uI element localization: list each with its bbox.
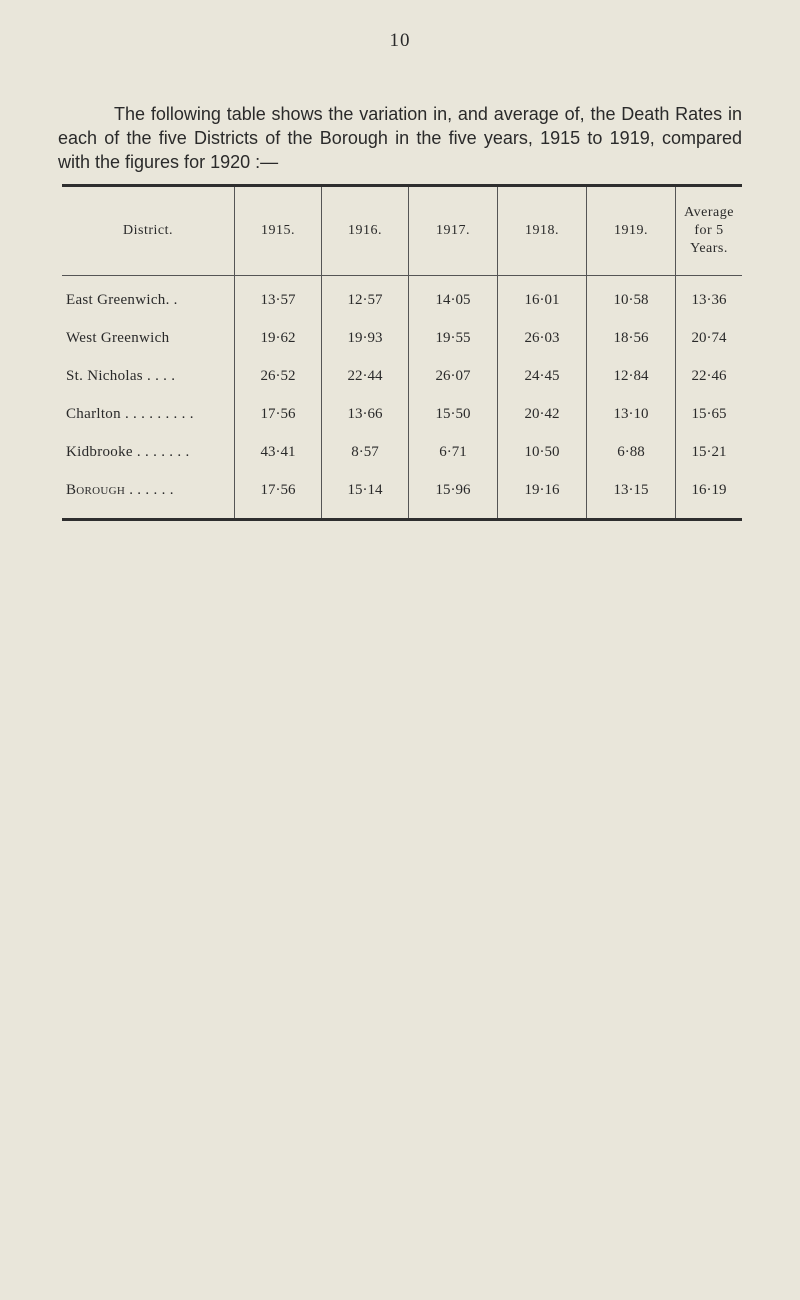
rate-1917: 15·50 <box>409 395 498 433</box>
table-row <box>62 395 742 433</box>
table-header-row <box>62 187 742 276</box>
table-bottom-rule <box>62 518 742 521</box>
header-1915: 1915. <box>235 187 322 276</box>
table-row <box>62 357 742 395</box>
rate-1918: 16·01 <box>498 276 587 320</box>
rate-1916: 8·57 <box>322 433 409 471</box>
death-rates-table <box>62 187 742 518</box>
rate-1918: 24·45 <box>498 357 587 395</box>
district-name: St. Nicholas . . . . <box>66 367 176 384</box>
rate-1915: 13·57 <box>235 276 322 320</box>
district-name: West Greenwich <box>66 329 170 346</box>
rate-average: 16·19 <box>676 471 743 518</box>
rate-1916: 19·93 <box>322 319 409 357</box>
district-name: Borough . . . . . . <box>66 481 174 498</box>
rate-average: 15·65 <box>676 395 743 433</box>
table-row <box>62 433 742 471</box>
district-name: Charlton . . . . . . . . . <box>66 405 194 422</box>
intro-paragraph: The following table shows the variation in, and average of, the Death Rates in each of the five Districts of the Borough in the five years, 1915 to 1919, compared with the figures for 1920 :— <box>58 104 742 172</box>
rate-1916: 15·14 <box>322 471 409 518</box>
rate-1918: 20·42 <box>498 395 587 433</box>
rate-1916: 22·44 <box>322 357 409 395</box>
rate-1917: 14·05 <box>409 276 498 320</box>
rate-1919: 13·15 <box>587 471 676 518</box>
rate-1915: 17·56 <box>235 471 322 518</box>
rate-1919: 6·88 <box>587 433 676 471</box>
table-row <box>62 319 742 357</box>
rate-1918: 19·16 <box>498 471 587 518</box>
rate-1916: 12·57 <box>322 276 409 320</box>
header-district: District. <box>62 187 235 276</box>
district-name: East Greenwich. . <box>66 291 178 308</box>
rate-1917: 19·55 <box>409 319 498 357</box>
rate-1918: 10·50 <box>498 433 587 471</box>
rate-1919: 10·58 <box>587 276 676 320</box>
table-row-borough <box>62 471 742 518</box>
rate-1917: 6·71 <box>409 433 498 471</box>
rate-1916: 13·66 <box>322 395 409 433</box>
rate-1918: 26·03 <box>498 319 587 357</box>
table-row <box>62 276 742 320</box>
header-average: Average for 5 Years. <box>676 187 743 276</box>
page-number: 10 <box>389 30 411 51</box>
rate-1915: 26·52 <box>235 357 322 395</box>
death-rates-table-container <box>62 184 742 521</box>
rate-average: 13·36 <box>676 276 743 320</box>
header-1917: 1917. <box>409 187 498 276</box>
rate-average: 20·74 <box>676 319 743 357</box>
rate-1915: 19·62 <box>235 319 322 357</box>
header-1918: 1918. <box>498 187 587 276</box>
rate-1915: 43·41 <box>235 433 322 471</box>
header-1919: 1919. <box>587 187 676 276</box>
rate-1919: 18·56 <box>587 319 676 357</box>
rate-1915: 17·56 <box>235 395 322 433</box>
rate-1917: 26·07 <box>409 357 498 395</box>
header-1916: 1916. <box>322 187 409 276</box>
rate-1917: 15·96 <box>409 471 498 518</box>
rate-average: 15·21 <box>676 433 743 471</box>
rate-1919: 13·10 <box>587 395 676 433</box>
district-name: Kidbrooke . . . . . . . <box>66 443 190 460</box>
rate-1919: 12·84 <box>587 357 676 395</box>
rate-average: 22·46 <box>676 357 743 395</box>
